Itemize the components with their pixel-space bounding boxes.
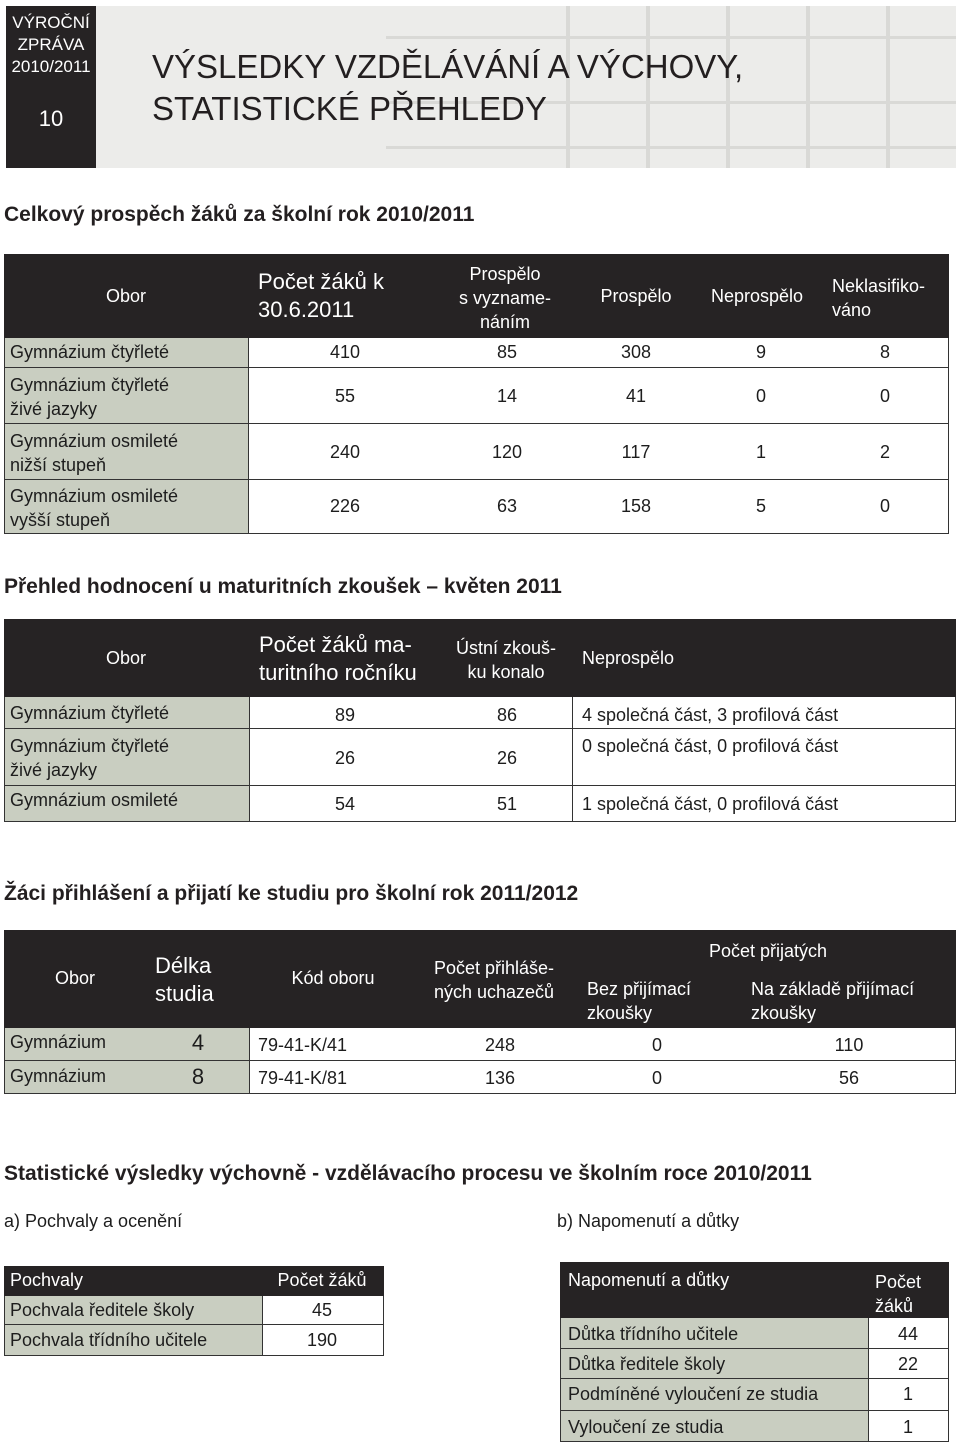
prijimaci-header-bez-line2: zkoušky bbox=[587, 1003, 653, 1023]
report-label-line1: VÝROČNÍ bbox=[12, 13, 90, 32]
prospech-header-neklasifikovano bbox=[832, 274, 925, 322]
prijimaci-header-delka bbox=[155, 952, 214, 1008]
subsection-pochvaly: a) Pochvaly a ocenění bbox=[4, 1211, 183, 1231]
prospech-row1-pocet: 410 bbox=[329, 342, 361, 362]
report-label-year: 2010/2011 bbox=[11, 57, 91, 76]
prospech-header-pocet-line2: 30.6.2011 bbox=[258, 297, 355, 322]
maturita-row2-ustni: 26 bbox=[496, 748, 518, 768]
napomenuti-header-count-line2: žáků bbox=[875, 1296, 914, 1316]
prospech-header-obor: Obor bbox=[105, 286, 147, 306]
napomenuti-row2-name: Důtka ředitele školy bbox=[568, 1354, 726, 1374]
maturita-row3-label: Gymnázium osmileté bbox=[10, 790, 179, 810]
prijimaci-header-kod: Kód oboru bbox=[291, 968, 375, 988]
prospech-header-vyz-line2: s vyzname- bbox=[458, 288, 552, 308]
prospech-row1-neklas: 8 bbox=[879, 342, 890, 362]
prospech-row4-label bbox=[10, 484, 178, 532]
pochvaly-row2-name: Pochvala třídního učitele bbox=[10, 1330, 208, 1350]
prospech-row4-label-line1: Gymnázium osmileté bbox=[10, 486, 179, 506]
prijimaci-row1-delka: 4 bbox=[191, 1030, 205, 1055]
prospech-row4-label-line2: vyšší stupeň bbox=[10, 510, 111, 530]
maturita-row3-pocet: 54 bbox=[334, 794, 356, 814]
prospech-header-vyz-line3: náním bbox=[479, 312, 531, 332]
prospech-header-vyznamenani bbox=[440, 262, 570, 334]
report-label-line2: ZPRÁVA bbox=[17, 35, 85, 54]
prospech-header-neprospelo: Neprospělo bbox=[710, 286, 804, 306]
prospech-row2-label-line2: živé jazyky bbox=[10, 399, 98, 419]
pochvaly-row1-count: 45 bbox=[311, 1300, 333, 1320]
maturita-header-pocet-line2: turitního ročníku bbox=[259, 660, 417, 685]
maturita-row2-label bbox=[10, 734, 169, 782]
maturita-row2-label-line2: živé jazyky bbox=[10, 760, 98, 780]
prospech-row1-neprospelo: 9 bbox=[755, 342, 766, 362]
prospech-row4-pocet: 226 bbox=[329, 496, 361, 516]
maturita-header-ustni-line2: ku konalo bbox=[467, 662, 545, 682]
section-title-prijimaci: Žáci přihlášení a přijatí ke studiu pro školní rok 2011/2012 bbox=[4, 882, 579, 905]
pochvaly-header-count: Počet žáků bbox=[277, 1270, 367, 1290]
napomenuti-header-name: Napomenutí a důtky bbox=[568, 1270, 730, 1290]
prospech-row4-neklas: 0 bbox=[879, 496, 890, 516]
prospech-row3-neklas: 2 bbox=[879, 442, 890, 462]
prospech-row3-label bbox=[10, 429, 178, 477]
napomenuti-row1-count: 44 bbox=[897, 1324, 919, 1344]
maturita-header-pocet-line1: Počet žáků ma- bbox=[259, 632, 412, 657]
pochvaly-header-name: Pochvaly bbox=[10, 1270, 84, 1290]
napomenuti-header-count bbox=[875, 1270, 921, 1318]
maturita-header-neprospelo: Neprospělo bbox=[582, 648, 675, 668]
prospech-header-pocet-line1: Počet žáků k bbox=[258, 269, 384, 294]
maturita-header-obor: Obor bbox=[105, 648, 147, 668]
prospech-row4-vyz: 63 bbox=[496, 496, 518, 516]
prospech-row3-neprospelo: 1 bbox=[755, 442, 766, 462]
prijimaci-header-bez bbox=[587, 977, 691, 1025]
page-title-line1: VÝSLEDKY VZDĚLÁVÁNÍ A VÝCHOVY, bbox=[152, 48, 744, 85]
prijimaci-row1-kod: 79-41-K/41 bbox=[258, 1035, 348, 1055]
prospech-header-neklas-line2: váno bbox=[832, 300, 872, 320]
prospech-header-neklas-line1: Neklasifiko- bbox=[832, 276, 926, 296]
prospech-row2-label bbox=[10, 373, 169, 421]
prospech-header-prospelo: Prospělo bbox=[600, 286, 672, 306]
prijimaci-row1-bez: 0 bbox=[651, 1035, 662, 1055]
prijimaci-row2-prihl: 136 bbox=[484, 1068, 516, 1088]
prijimaci-header-prijatych: Počet přijatých bbox=[708, 941, 828, 961]
prijimaci-row1-obor: Gymnázium bbox=[10, 1032, 107, 1052]
maturita-row1-ustni: 86 bbox=[496, 705, 518, 725]
prijimaci-header-na-line2: zkoušky bbox=[751, 1003, 817, 1023]
prospech-row2-pocet: 55 bbox=[334, 386, 356, 406]
prospech-header-vyz-line1: Prospělo bbox=[469, 264, 541, 284]
prospech-row3-label-line2: nižší stupeň bbox=[10, 455, 107, 475]
maturita-header-pocet bbox=[259, 631, 417, 687]
prospech-row1-label: Gymnázium čtyřleté bbox=[10, 342, 170, 362]
prijimaci-header-obor: Obor bbox=[54, 968, 96, 988]
prospech-row2-label-line1: Gymnázium čtyřleté bbox=[10, 375, 170, 395]
prijimaci-header-prihlasenych bbox=[418, 956, 570, 1004]
maturita-row2-pocet: 26 bbox=[334, 748, 356, 768]
napomenuti-row4-count: 1 bbox=[902, 1417, 913, 1437]
prijimaci-row2-delka: 8 bbox=[191, 1064, 205, 1089]
napomenuti-row2-count: 22 bbox=[897, 1354, 919, 1374]
napomenuti-row1-name: Důtka třídního učitele bbox=[568, 1324, 739, 1344]
prijimaci-row2-bez: 0 bbox=[651, 1068, 662, 1088]
prijimaci-header-na-line1: Na základě přijímací bbox=[751, 979, 915, 999]
prijimaci-row1-prihl: 248 bbox=[484, 1035, 516, 1055]
prospech-row4-neprospelo: 5 bbox=[755, 496, 766, 516]
prijimaci-row2-na: 56 bbox=[838, 1068, 860, 1088]
maturita-row2-label-line1: Gymnázium čtyřleté bbox=[10, 736, 170, 756]
maturita-row3-neprospelo: 1 společná část, 0 profilová část bbox=[582, 794, 839, 814]
prospech-row1-vyz: 85 bbox=[496, 342, 518, 362]
pochvaly-row2-count: 190 bbox=[306, 1330, 338, 1350]
prijimaci-header-delka-line1: Délka bbox=[155, 953, 212, 978]
prospech-row2-vyz: 14 bbox=[496, 386, 518, 406]
maturita-row1-label: Gymnázium čtyřleté bbox=[10, 703, 170, 723]
maturita-header-ustni-line1: Ústní zkouš- bbox=[455, 638, 557, 658]
maturita-row1-neprospelo: 4 společná část, 3 profilová část bbox=[582, 705, 839, 725]
section-title-maturita: Přehled hodnocení u maturitních zkoušek – květen 2011 bbox=[4, 575, 562, 598]
maturita-row1-pocet: 89 bbox=[334, 705, 356, 725]
napomenuti-row3-name: Podmíněné vyloučení ze studia bbox=[568, 1384, 819, 1404]
prijimaci-row2-obor: Gymnázium bbox=[10, 1066, 107, 1086]
maturita-row2-neprospelo: 0 společná část, 0 profilová část bbox=[582, 736, 839, 756]
prospech-row2-neprospelo: 0 bbox=[755, 386, 766, 406]
prospech-row2-neklas: 0 bbox=[879, 386, 890, 406]
prijimaci-row2-kod: 79-41-K/81 bbox=[258, 1068, 348, 1088]
napomenuti-row4-name: Vyloučení ze studia bbox=[568, 1417, 724, 1437]
napomenuti-row3-count: 1 bbox=[902, 1384, 913, 1404]
maturita-row3-ustni: 51 bbox=[496, 794, 518, 814]
prospech-row1-prospelo: 308 bbox=[620, 342, 652, 362]
prospech-row3-vyz: 120 bbox=[491, 442, 523, 462]
report-label bbox=[8, 12, 94, 78]
prospech-row4-prospelo: 158 bbox=[620, 496, 652, 516]
napomenuti-header-count-line1: Počet bbox=[875, 1272, 922, 1292]
prijimaci-header-prihl-line1: Počet přihláše- bbox=[433, 958, 555, 978]
prospech-header-pocet bbox=[258, 268, 384, 324]
prijimaci-header-bez-line1: Bez přijímací bbox=[587, 979, 692, 999]
prospech-row2-prospelo: 41 bbox=[625, 386, 647, 406]
page-number: 10 bbox=[38, 106, 64, 131]
page-title-line2: STATISTICKÉ PŘEHLEDY bbox=[152, 90, 547, 127]
maturita-header-ustni bbox=[440, 636, 572, 684]
page-title bbox=[152, 46, 743, 130]
pochvaly-row1-name: Pochvala ředitele školy bbox=[10, 1300, 195, 1320]
subsection-napomenuti: b) Napomenutí a důtky bbox=[557, 1211, 740, 1231]
prijimaci-header-na-zaklade bbox=[751, 977, 914, 1025]
prospech-row3-prospelo: 117 bbox=[621, 442, 651, 462]
prijimaci-header-delka-line2: studia bbox=[155, 981, 214, 1006]
prospech-row3-pocet: 240 bbox=[329, 442, 361, 462]
prijimaci-header-prihl-line2: ných uchazečů bbox=[433, 982, 555, 1002]
section-title-statistika: Statistické výsledky výchovně - vzdělávacího procesu ve školním roce 2010/2011 bbox=[4, 1162, 812, 1185]
prijimaci-row1-na: 110 bbox=[834, 1035, 864, 1055]
section-title-prospech: Celkový prospěch žáků za školní rok 2010/2011 bbox=[4, 203, 475, 226]
prospech-row3-label-line1: Gymnázium osmileté bbox=[10, 431, 179, 451]
